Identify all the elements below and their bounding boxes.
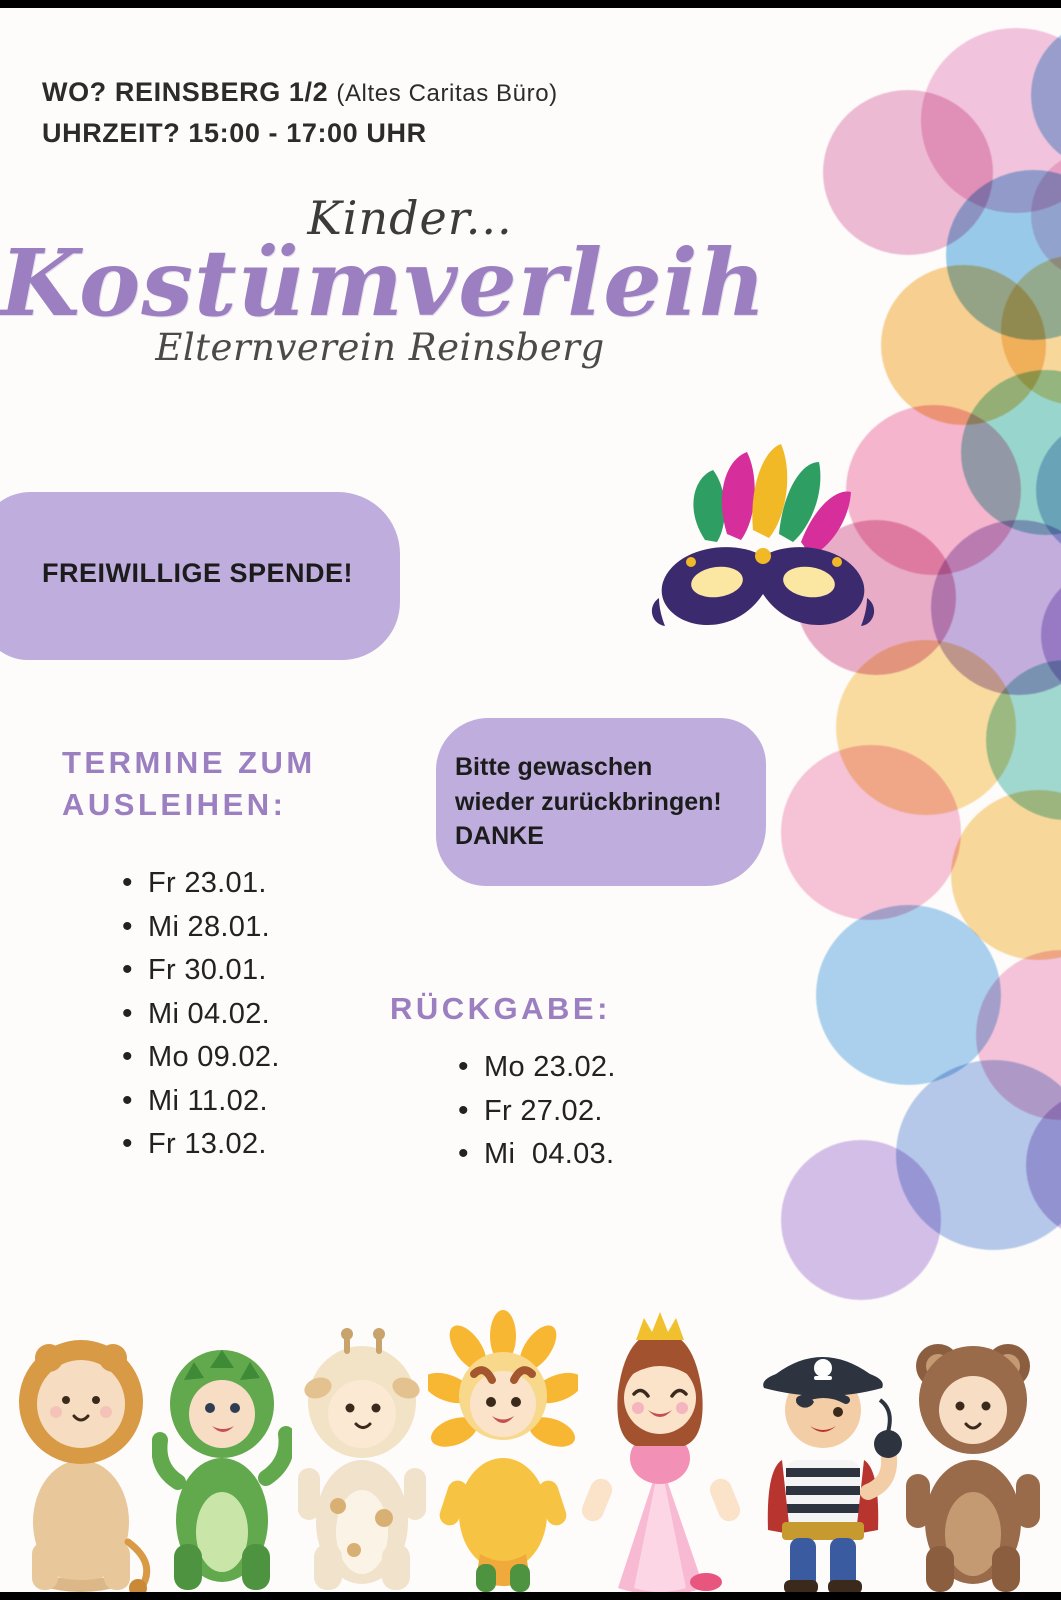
wash-line-2: wieder zurückbringen! bbox=[455, 787, 722, 816]
list-item: • Fr 30.01. bbox=[116, 949, 280, 993]
list-item: • Mi 11.02. bbox=[116, 1080, 280, 1124]
list-item: • Mo 09.02. bbox=[116, 1036, 280, 1080]
letterbox-bottom bbox=[0, 1592, 1061, 1600]
lend-dates-list bbox=[116, 862, 280, 1167]
giraffe-costume-kid bbox=[292, 1292, 432, 1592]
wash-line-3: DANKE bbox=[455, 822, 544, 850]
header-time-line: UHRZEIT? 15:00 - 17:00 UHR bbox=[42, 117, 427, 148]
title-subtitle: Elternverein Reinsberg bbox=[155, 325, 605, 369]
carnival-mask-icon bbox=[645, 430, 875, 650]
list-item: • Mi 04.02. bbox=[116, 993, 280, 1037]
donation-banner-text: FREIWILLIGE SPENDE! bbox=[42, 558, 354, 588]
costume-kids-row bbox=[0, 1252, 1061, 1592]
return-washed-text bbox=[455, 750, 835, 854]
sunflower-costume-kid bbox=[428, 1292, 578, 1592]
list-item: • Mo 23.02. bbox=[452, 1046, 616, 1090]
header-location-note: (Altes Caritas Büro) bbox=[336, 80, 558, 107]
list-item: • Mi 04.03. bbox=[452, 1133, 616, 1177]
wash-line-1: Bitte gewaschen bbox=[455, 753, 653, 781]
letterbox-top bbox=[0, 0, 1061, 8]
poster-title-block bbox=[0, 191, 767, 369]
list-item: • Mi 28.01. bbox=[116, 906, 280, 950]
return-dates-list bbox=[452, 1046, 616, 1177]
header-location-line bbox=[42, 72, 558, 113]
lion-costume-kid bbox=[6, 1292, 156, 1592]
bear-costume-kid bbox=[898, 1292, 1048, 1592]
title-pre: Kinder... bbox=[307, 191, 513, 245]
list-item: • Fr 23.01. bbox=[116, 862, 280, 906]
princess-costume-kid bbox=[578, 1292, 743, 1592]
list-item: • Fr 13.02. bbox=[116, 1123, 280, 1167]
list-item: • Fr 27.02. bbox=[452, 1090, 616, 1134]
pirate-costume-kid bbox=[742, 1292, 902, 1592]
dinosaur-costume-kid bbox=[152, 1292, 292, 1592]
event-header bbox=[42, 72, 558, 153]
return-section-heading: RÜCKGABE: bbox=[390, 991, 611, 1026]
header-location-label: WO? REINSBERG 1/2 bbox=[42, 77, 329, 107]
page-title: Kostümverleih bbox=[0, 229, 767, 337]
lend-section-heading: TERMINE ZUM AUSLEIHEN: bbox=[62, 745, 316, 822]
